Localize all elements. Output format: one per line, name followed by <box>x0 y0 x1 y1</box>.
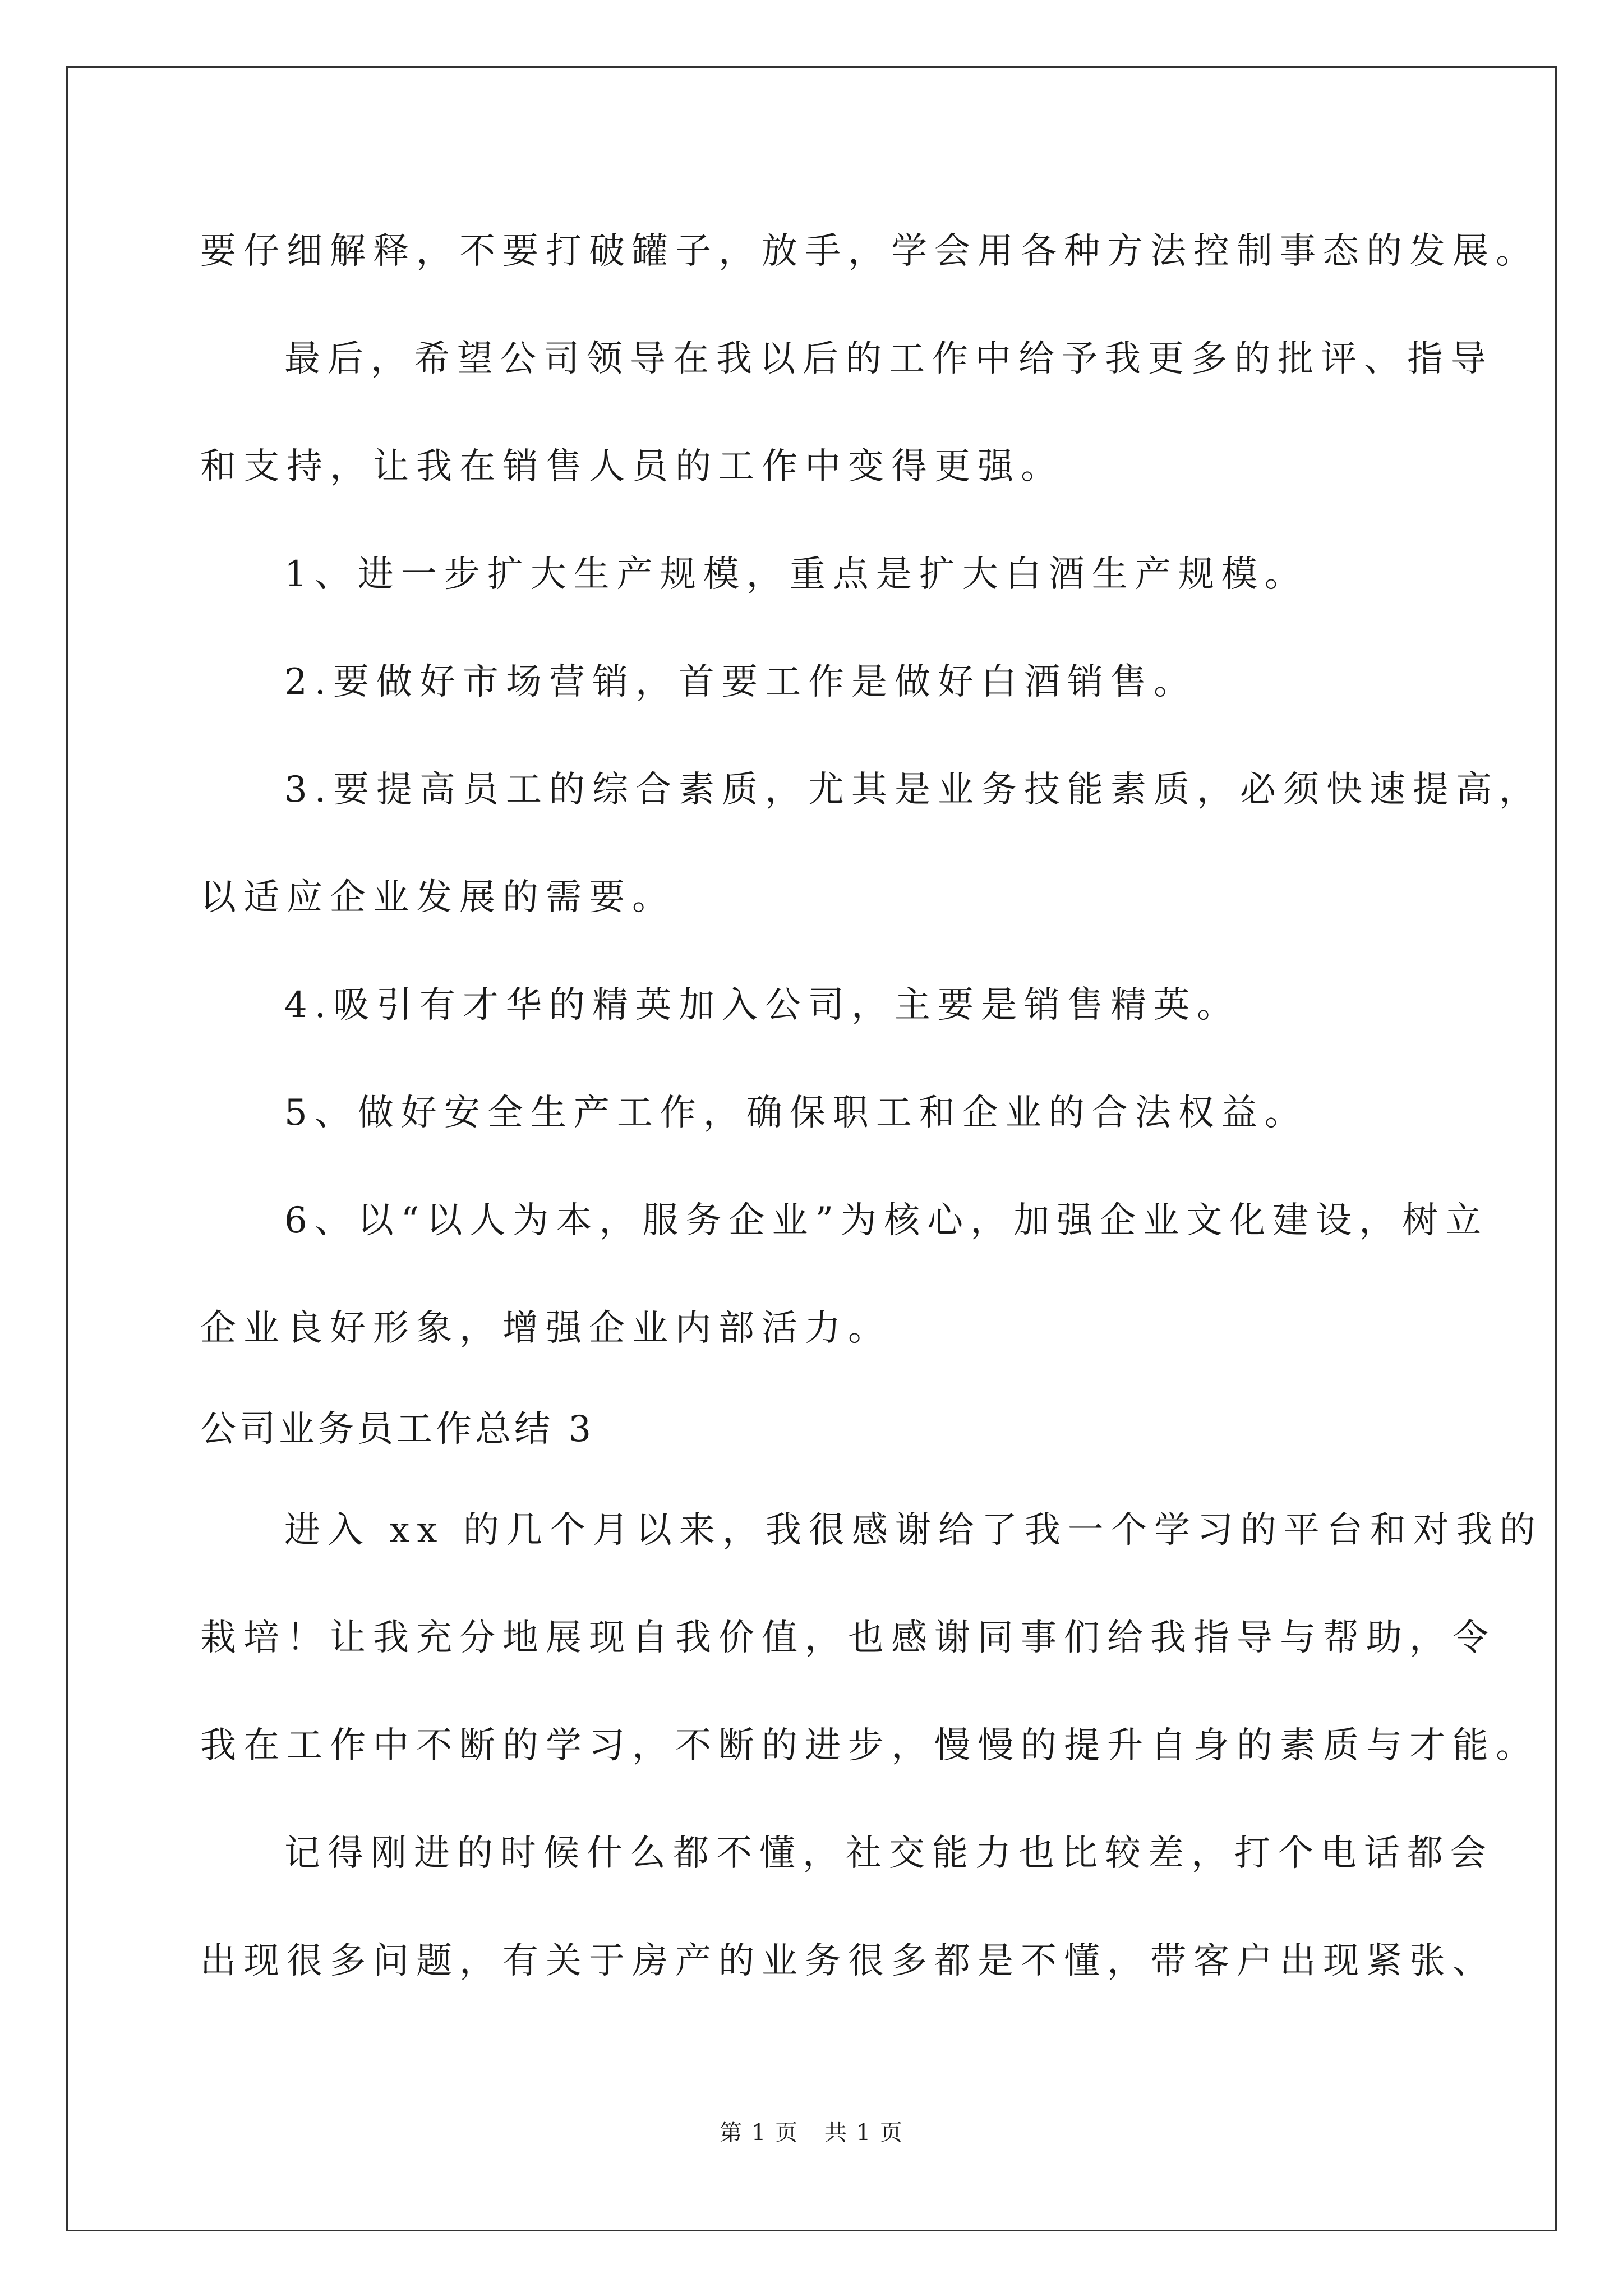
paragraph-line: 企业良好形象，增强企业内部活力。 <box>200 1308 891 1349</box>
list-item: 4.吸引有才华的精英加入公司，主要是销售精英。 <box>284 984 1241 1026</box>
list-item: 3.要提高员工的综合素质，尤其是业务技能素质，必须快速提高， <box>284 769 1543 811</box>
page-frame <box>66 66 1557 2231</box>
paragraph-line: 记得刚进的时候什么都不懂，社交能力也比较差，打个电话都会 <box>284 1833 1493 1874</box>
section-heading: 公司业务员工作总结 3 <box>200 1409 595 1450</box>
page-total: 共 1 页 <box>824 2120 903 2146</box>
paragraph-line: 要仔细解释，不要打破罐子，放手，学会用各种方法控制事态的发展。 <box>200 231 1539 272</box>
paragraph-line: 最后，希望公司领导在我以后的工作中给予我更多的批评、指导 <box>284 338 1493 380</box>
page-footer <box>0 2115 1623 2147</box>
list-item: 1、进一步扩大生产规模，重点是扩大白酒生产规模。 <box>284 554 1308 595</box>
list-item: 6、以“以人为本，服务企业”为核心，加强企业文化建设，树立 <box>284 1200 1489 1241</box>
list-item: 2.要做好市场营销，首要工作是做好白酒销售。 <box>284 661 1197 703</box>
page-number: 第 1 页 <box>720 2120 799 2146</box>
paragraph-line: 我在工作中不断的学习，不断的进步，慢慢的提升自身的素质与才能。 <box>200 1725 1539 1766</box>
list-item: 5、做好安全生产工作，确保职工和企业的合法权益。 <box>284 1092 1308 1134</box>
paragraph-line: 进入 xx 的几个月以来，我很感谢给了我一个学习的平台和对我的 <box>284 1510 1543 1551</box>
paragraph-line: 和支持，让我在销售人员的工作中变得更强。 <box>200 446 1064 487</box>
paragraph-line: 栽培！让我充分地展现自我价值，也感谢同事们给我指导与帮助，令 <box>200 1617 1496 1659</box>
paragraph-line: 出现很多问题，有关于房产的业务很多都是不懂，带客户出现紧张、 <box>200 1940 1496 1982</box>
paragraph-line: 以适应企业发展的需要。 <box>200 877 675 918</box>
